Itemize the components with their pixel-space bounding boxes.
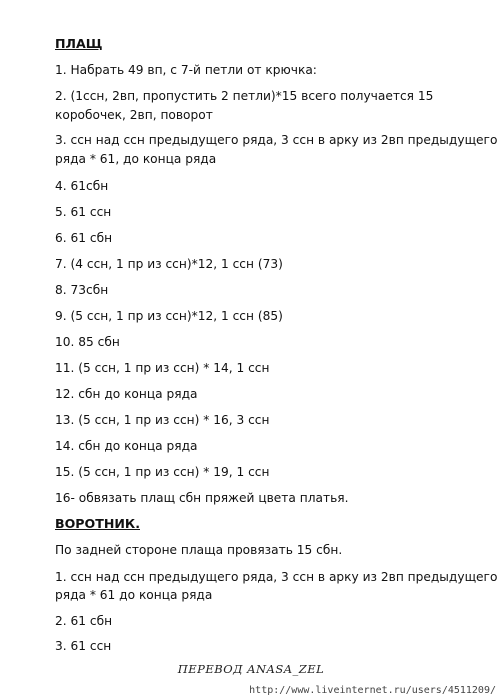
source-url: http://www.liveinternet.ru/users/4511209/ — [249, 685, 496, 696]
cape-step-8: 8. 73сбн — [55, 283, 109, 297]
collar-step-2: 2. 61 сбн — [55, 614, 113, 628]
cape-step-6: 6. 61 сбн — [55, 231, 113, 245]
cape-step-4: 4. 61сбн — [55, 179, 109, 193]
cape-step-11: 11. (5 ссн, 1 пр из ссн) * 14, 1 ссн — [55, 361, 270, 375]
collar-intro: По задней стороне плаща провязать 15 сбн. — [55, 543, 343, 557]
cape-step-12: 12. сбн до конца ряда — [55, 387, 198, 401]
cape-step-1: 1. Набрать 49 вп, с 7-й петли от крючка: — [55, 63, 317, 77]
cape-step-16: 16- обвязать плащ сбн пряжей цвета платья. — [55, 491, 349, 505]
cape-step-15: 15. (5 ссн, 1 пр из ссн) * 19, 1 ссн — [55, 465, 270, 479]
cape-step-3-line-1: 3. ссн над ссн предыдущего ряда, 3 ссн в арку из 2вп предыдущего — [55, 133, 498, 147]
cape-step-13: 13. (5 ссн, 1 пр из ссн) * 16, 3 ссн — [55, 413, 270, 427]
cape-step-14: 14. сбн до конца ряда — [55, 439, 198, 453]
cape-step-2-line-2: коробочек, 2вп, поворот — [55, 108, 213, 122]
collar-step-1-line-1: 1. ссн над ссн предыдущего ряда, 3 ссн в арку из 2вп предыдущего — [55, 570, 498, 584]
cape-step-7: 7. (4 ссн, 1 пр из ссн)*12, 1 ссн (73) — [55, 257, 283, 271]
collar-step-3: 3. 61 ссн — [55, 639, 112, 653]
cape-step-2-line-1: 2. (1ссн, 2вп, пропустить 2 петли)*15 всего получается 15 — [55, 89, 434, 103]
cape-step-10: 10. 85 сбн — [55, 335, 120, 349]
cape-step-3-line-2: ряда * 61, до конца ряда — [55, 152, 217, 166]
cape-step-5: 5. 61 ссн — [55, 205, 112, 219]
heading-collar: ВОРОТНИК. — [55, 516, 140, 531]
collar-step-1-line-2: ряда * 61 до конца ряда — [55, 588, 213, 602]
heading-cape: ПЛАЩ — [55, 36, 103, 51]
translator-credit: ПЕРЕВОД ANASA_ZEL — [177, 662, 325, 676]
cape-step-9: 9. (5 ссн, 1 пр из ссн)*12, 1 ссн (85) — [55, 309, 283, 323]
